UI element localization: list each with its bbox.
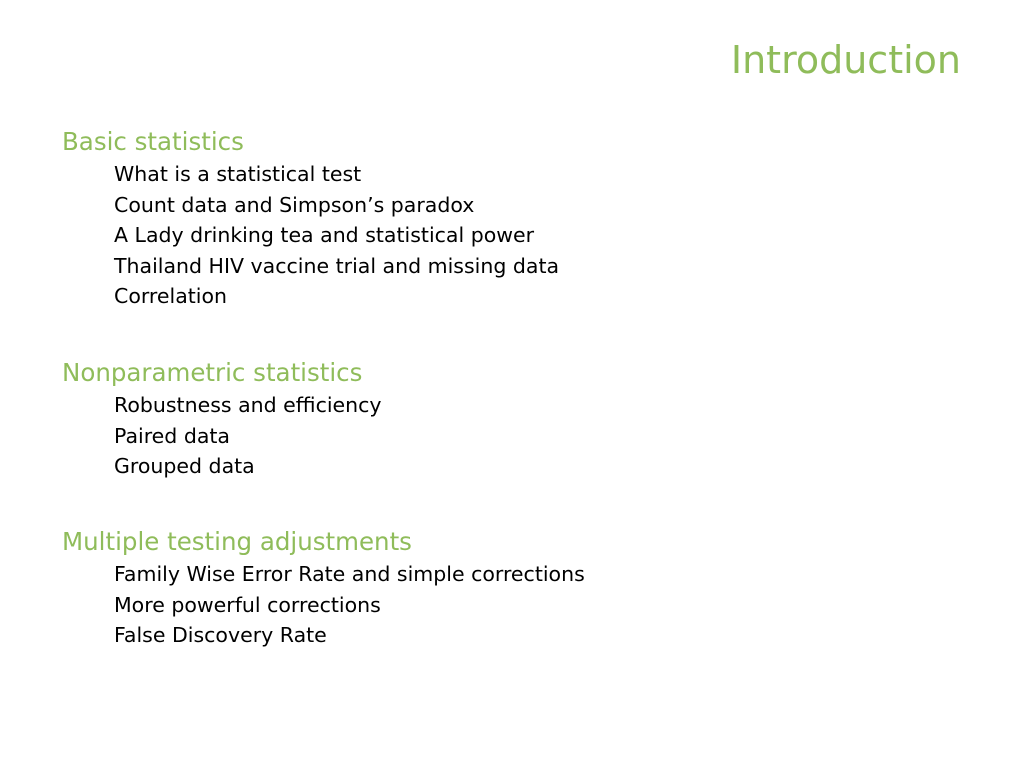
section-multiple-testing-adjustments xyxy=(62,527,962,651)
section-items xyxy=(62,559,962,651)
list-item: Family Wise Error Rate and simple corrections xyxy=(114,562,585,586)
section-items xyxy=(62,390,962,482)
list-item: Paired data xyxy=(114,423,230,448)
list-item: More powerful corrections xyxy=(114,592,381,617)
list-item: A Lady drinking tea and statistical power xyxy=(114,223,535,247)
section-items xyxy=(62,159,962,312)
section-nonparametric-statistics xyxy=(62,358,962,482)
section-heading: Basic statistics xyxy=(62,127,244,156)
list-item: What is a statistical test xyxy=(114,162,362,186)
section-basic-statistics xyxy=(62,127,962,312)
list-item: Count data and Simpson’s paradox xyxy=(114,192,475,217)
list-item: Correlation xyxy=(114,284,228,308)
list-item: Grouped data xyxy=(114,454,255,478)
section-heading: Nonparametric statistics xyxy=(62,358,363,387)
list-item: False Discovery Rate xyxy=(114,623,327,647)
slide-title: Introduction xyxy=(730,38,961,82)
list-item: Thailand HIV vaccine trial and missing data xyxy=(114,253,560,278)
section-heading: Multiple testing adjustments xyxy=(62,527,412,556)
list-item: Robustness and efficiency xyxy=(114,393,382,417)
